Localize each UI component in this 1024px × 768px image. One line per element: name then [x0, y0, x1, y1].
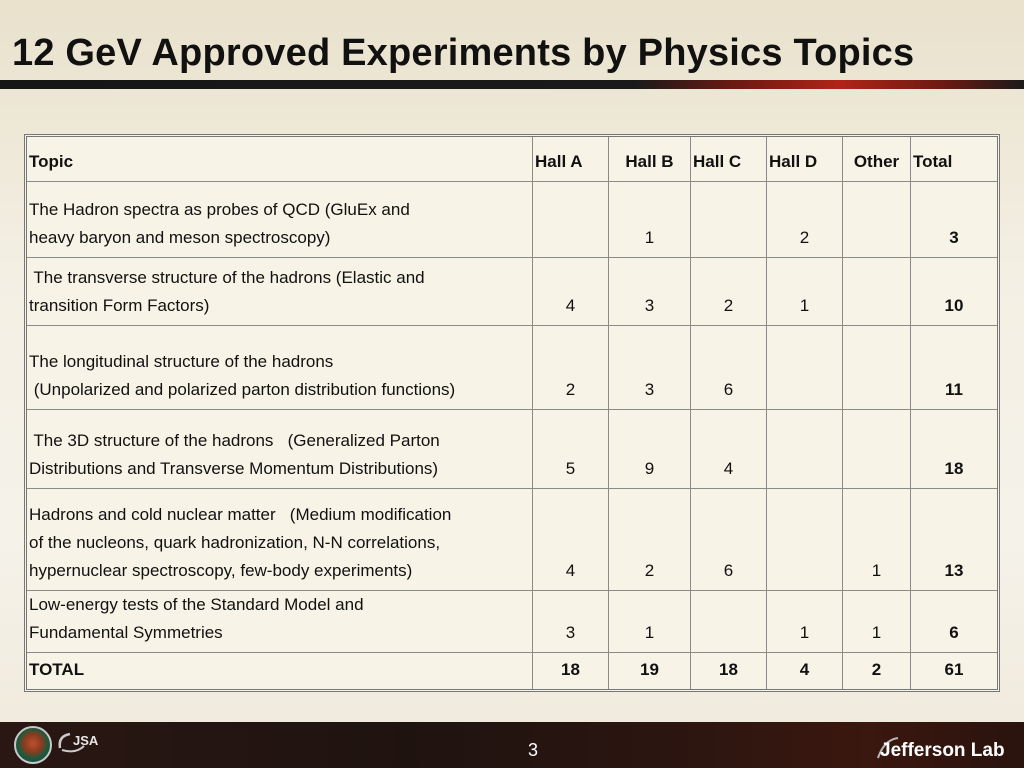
topic-line: (Unpolarized and polarized parton distribution functions): [29, 380, 456, 399]
cell-hall-d: [767, 410, 843, 489]
topic-line: The 3D structure of the hadrons (Generalized Parton: [29, 431, 440, 450]
jsa-logo-text: JSA: [73, 733, 99, 748]
topic-line: hypernuclear spectroscopy, few-body experiments): [29, 561, 413, 580]
row-topic: [27, 591, 533, 653]
topic-line: Low-energy tests of the Standard Model and: [29, 595, 364, 614]
cell-total: 11: [911, 326, 997, 410]
topic-line: of the nucleons, quark hadronization, N-N correlations,: [29, 533, 441, 552]
cell-hall-d: [767, 326, 843, 410]
cell-total: 10: [911, 258, 997, 326]
cell-hall-c: 2: [691, 258, 767, 326]
cell-hall-c: 4: [691, 410, 767, 489]
cell-hall-b: 1: [609, 182, 691, 258]
table-row: [27, 591, 997, 653]
footer-bar: [0, 722, 1024, 768]
header-topic: Topic: [27, 137, 533, 182]
topic-line: The transverse structure of the hadrons (Elastic and: [29, 268, 425, 287]
total-grand: 61: [944, 660, 964, 679]
cell-hall-d: 1: [767, 258, 843, 326]
cell-hall-d: 1: [767, 591, 843, 653]
cell-hall-b: 1: [609, 591, 691, 653]
cell-hall-a: 4: [533, 489, 609, 591]
header-hall-a: Hall A: [533, 137, 609, 182]
total-hall-a: 18: [533, 653, 609, 689]
header-hall-b: Hall B: [609, 137, 691, 182]
total-hall-d: 4: [767, 653, 843, 689]
cell-total: 3: [911, 182, 997, 258]
cell-hall-b: 3: [609, 258, 691, 326]
table-total-row: [27, 653, 997, 689]
page-number: 3: [528, 740, 539, 760]
topic-line: transition Form Factors): [29, 296, 210, 315]
topic-line: The Hadron spectra as probes of QCD (GluEx and: [29, 200, 410, 219]
header-other: Other: [843, 137, 911, 182]
cell-hall-a: 4: [533, 258, 609, 326]
table-row: [27, 410, 997, 489]
topic-line: heavy baryon and meson spectroscopy): [29, 228, 331, 247]
cell-total: 6: [911, 591, 997, 653]
cell-total: 18: [911, 410, 997, 489]
header-total: Total: [911, 137, 997, 182]
header-hall-c: Hall C: [691, 137, 767, 182]
slide-title: 12 GeV Approved Experiments by Physics Topics: [12, 32, 915, 74]
cell-hall-a: 3: [533, 591, 609, 653]
total-label: TOTAL: [27, 653, 533, 689]
cell-hall-c: 6: [691, 326, 767, 410]
row-topic: [27, 182, 533, 258]
experiments-table: [24, 134, 1000, 692]
table-row: [27, 182, 997, 258]
experiments-table-container: [24, 134, 1000, 684]
cell-hall-d: 2: [767, 182, 843, 258]
header-hall-d: Hall D: [767, 137, 843, 182]
row-topic: [27, 258, 533, 326]
table-row: [27, 258, 997, 326]
row-topic: [27, 326, 533, 410]
row-topic: [27, 489, 533, 591]
cell-hall-b: 9: [609, 410, 691, 489]
doe-seal-logo: [14, 726, 52, 764]
cell-hall-a: 5: [533, 410, 609, 489]
row-topic: [27, 410, 533, 489]
jefferson-lab-logo: [876, 736, 1020, 762]
topic-line: Distributions and Transverse Momentum Distributions): [29, 459, 439, 478]
topic-line: Fundamental Symmetries: [29, 623, 223, 642]
cell-hall-c: [691, 182, 767, 258]
cell-other: [843, 258, 911, 326]
cell-other: 1: [843, 591, 911, 653]
table-header-row: [27, 137, 997, 182]
table-row: [27, 489, 997, 591]
topic-line: The longitudinal structure of the hadrons: [29, 352, 334, 371]
total-other: 2: [843, 653, 911, 689]
cell-hall-a: [533, 182, 609, 258]
cell-other: 1: [843, 489, 911, 591]
cell-hall-d: [767, 489, 843, 591]
cell-hall-c: [691, 591, 767, 653]
topic-line: Hadrons and cold nuclear matter (Medium modification: [29, 505, 452, 524]
cell-hall-c: 6: [691, 489, 767, 591]
cell-other: [843, 326, 911, 410]
cell-hall-b: 2: [609, 489, 691, 591]
total-hall-c: 18: [691, 653, 767, 689]
jefferson-lab-logo-text: Jefferson Lab: [880, 740, 1005, 761]
cell-hall-a: 2: [533, 326, 609, 410]
table-row: [27, 326, 997, 410]
title-underline-bar: [0, 80, 1024, 89]
cell-other: [843, 182, 911, 258]
total-hall-b: 19: [609, 653, 691, 689]
jsa-logo: [56, 726, 102, 756]
cell-hall-b: 3: [609, 326, 691, 410]
cell-total: 13: [911, 489, 997, 591]
cell-other: [843, 410, 911, 489]
